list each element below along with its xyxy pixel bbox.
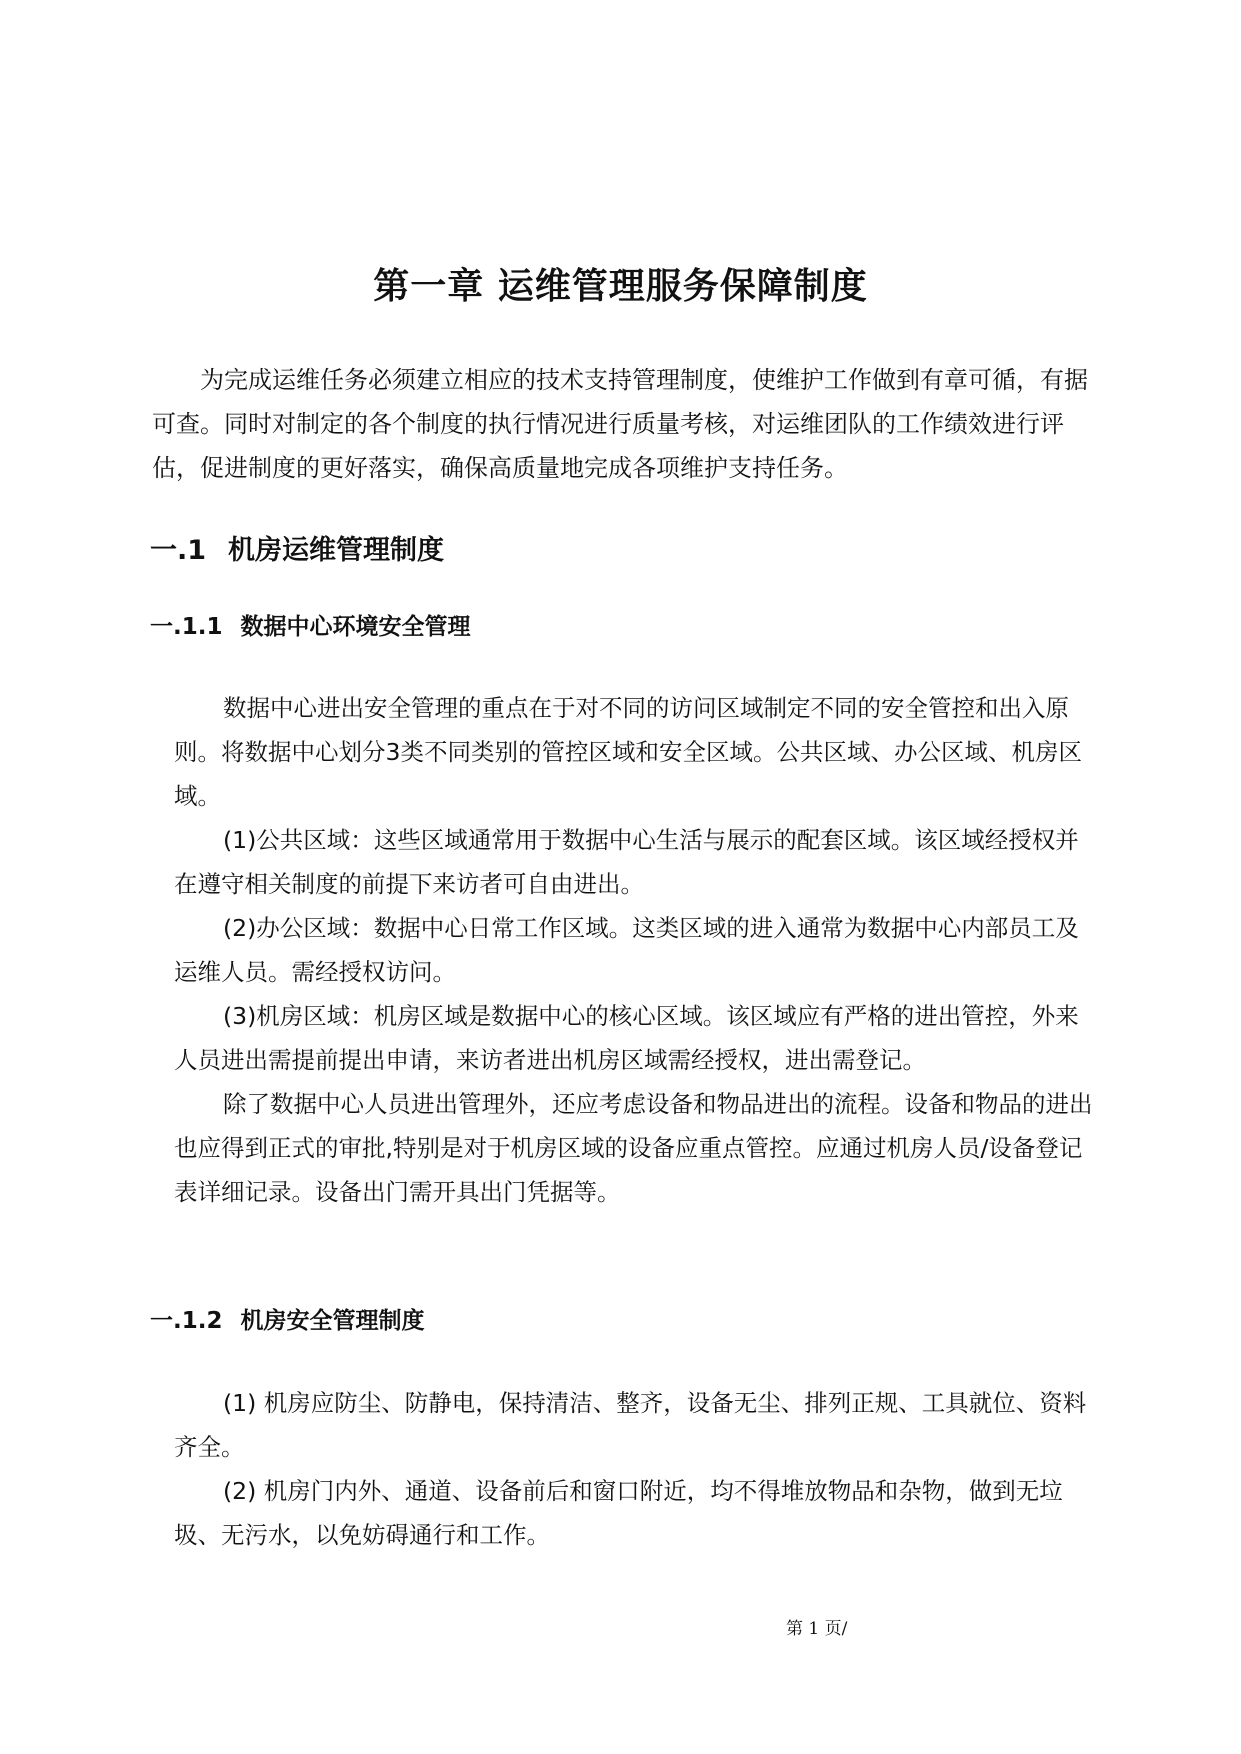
page-footer: 第 1 页/ <box>786 1619 848 1639</box>
section-title: 机房运维管理制度 <box>228 535 445 566</box>
body-paragraph: (1) 机房应防尘、防静电，保持清洁、整齐，设备无尘、排列正规、工具就位、资料齐全。 <box>174 1389 1087 1461</box>
subsection-heading <box>150 608 470 641</box>
body-paragraph: 除了数据中心人员进出管理外，还应考虑设备和物品进出的流程。设备和物品的进出也应得到正式的审批,特别是对于机房区域的设备应重点管控。应通过机房人员/设备登记表详细记录。设备出门需开具出门凭据等。 <box>174 1090 1093 1206</box>
chapter-title: 第一章 运维管理服务保障制度 <box>373 266 868 307</box>
body-paragraph: (2)办公区域：数据中心日常工作区域。这类区域的进入通常为数据中心内部员工及运维人员。需经授权访问。 <box>174 914 1079 986</box>
body-paragraph: (3)机房区域：机房区域是数据中心的核心区域。该区域应有严格的进出管控，外来人员进出需提前提出申请，来访者进出机房区域需经授权，进出需登记。 <box>174 1002 1079 1074</box>
subsection-body <box>174 1381 1096 1557</box>
section-heading <box>150 528 444 567</box>
subsection-number: 一.1.2 <box>150 1308 223 1334</box>
subsection-body <box>174 686 1096 1214</box>
subsection-title: 数据中心环境安全管理 <box>240 614 471 640</box>
section-number: 一.1 <box>150 535 207 566</box>
subsection-number: 一.1.1 <box>150 614 223 640</box>
body-paragraph: 数据中心进出安全管理的重点在于对不同的访问区域制定不同的安全管控和出入原则。将数据中心划分3类不同类别的管控区域和安全区域。公共区域、办公区域、机房区域。 <box>174 694 1082 810</box>
body-paragraph: (2) 机房门内外、通道、设备前后和窗口附近，均不得堆放物品和杂物，做到无垃圾、无污水，以免妨碍通行和工作。 <box>174 1477 1063 1549</box>
subsection-heading <box>150 1302 424 1335</box>
subsection-title: 机房安全管理制度 <box>240 1308 425 1334</box>
body-paragraph: (1)公共区域：这些区域通常用于数据中心生活与展示的配套区域。该区域经授权并在遵守相关制度的前提下来访者可自由进出。 <box>174 826 1079 898</box>
intro-paragraph: 为完成运维任务必须建立相应的技术支持管理制度，使维护工作做到有章可循，有据可查。同时对制定的各个制度的执行情况进行质量考核，对运维团队的工作绩效进行评估，促进制度的更好落实，确保高质量地完成各项维护支持任务。 <box>152 366 1088 482</box>
